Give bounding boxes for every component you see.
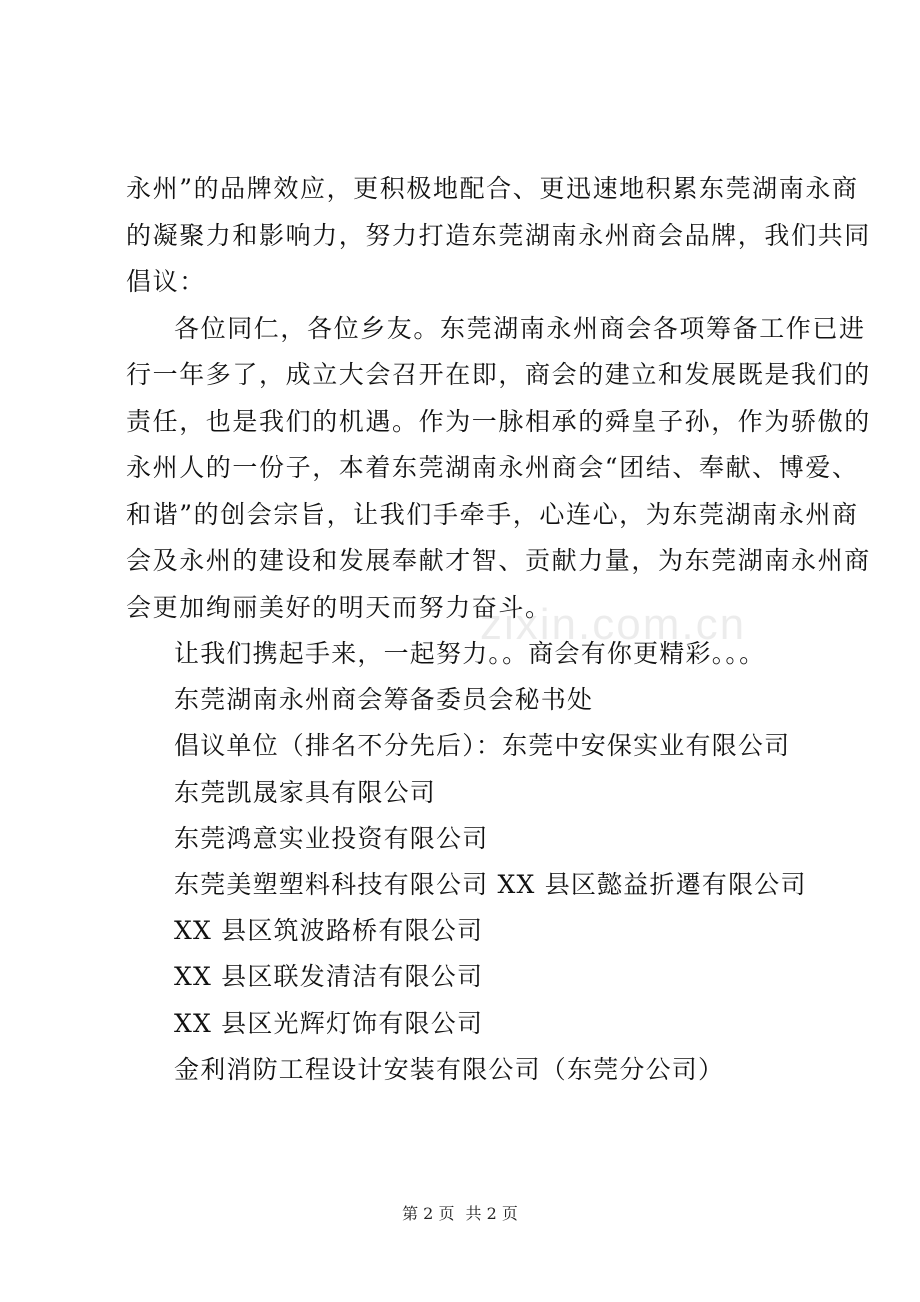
list-item: 东莞美塑塑料科技有限公司 XX 县区懿益折遷有限公司 — [174, 870, 807, 900]
page-total: 共 2 页 — [465, 1204, 518, 1223]
text-line: 永州人的一份子，本着东莞湖南永州商会“团结、奉献、博爱、 — [126, 453, 859, 482]
list-item: 东莞凯晟家具有限公司 — [174, 777, 437, 807]
text-line: 责任，也是我们的机遇。作为一脉相承的舜皇子孙，作为骄傲的 — [126, 406, 871, 436]
paragraph-1 — [126, 166, 871, 306]
list-item: 东莞湖南永州商会筹备委员会秘书处 — [174, 685, 594, 715]
list-item: 金利消防工程设计安装有限公司（东莞分公司） — [174, 1054, 725, 1084]
text-line: 会及永州的建设和发展奉献才智、贡献力量，为东莞湖南永州商 — [126, 546, 871, 575]
list-item: 让我们携起手来，一起努力。。商会有你更精彩。。。 — [174, 639, 766, 668]
document-body — [126, 166, 871, 1093]
watermark: zixin.com.cn — [480, 600, 747, 649]
list-item: XX 县区光辉灯饰有限公司 — [174, 1008, 484, 1038]
text-line: 永州”的品牌效应，更积极地配合、更迅速地积累东莞湖南永商 — [126, 174, 859, 203]
list-item: 东莞鸿意实业投资有限公司 — [174, 823, 489, 853]
text-line: 和谐”的创会宗旨，让我们手牵手，心连心，为东莞湖南永州商 — [126, 499, 859, 529]
list-item: 倡议单位（排名不分先后）：东莞中安保实业有限公司 — [174, 731, 791, 761]
text-line: 倡议： — [126, 267, 206, 296]
text-line: 的凝聚力和影响力，努力打造东莞湖南永州商会品牌，我们共同 — [126, 220, 871, 250]
page-number: 第 2 页 — [402, 1204, 455, 1223]
text-line: 行一年多了，成立大会召开在即，商会的建立和发展既是我们的 — [126, 360, 871, 389]
page-footer — [0, 1201, 920, 1224]
list-item: XX 县区联发清洁有限公司 — [174, 962, 484, 992]
closing-list — [126, 631, 806, 1093]
list-item: XX 县区筑波路桥有限公司 — [174, 916, 484, 946]
paragraph-2 — [126, 306, 871, 632]
text-line: 会更加绚丽美好的明天而努力奋斗。 — [126, 592, 552, 622]
text-line: 各位同仁，各位乡友。东莞湖南永州商会各项筹备工作已进 — [174, 313, 866, 343]
